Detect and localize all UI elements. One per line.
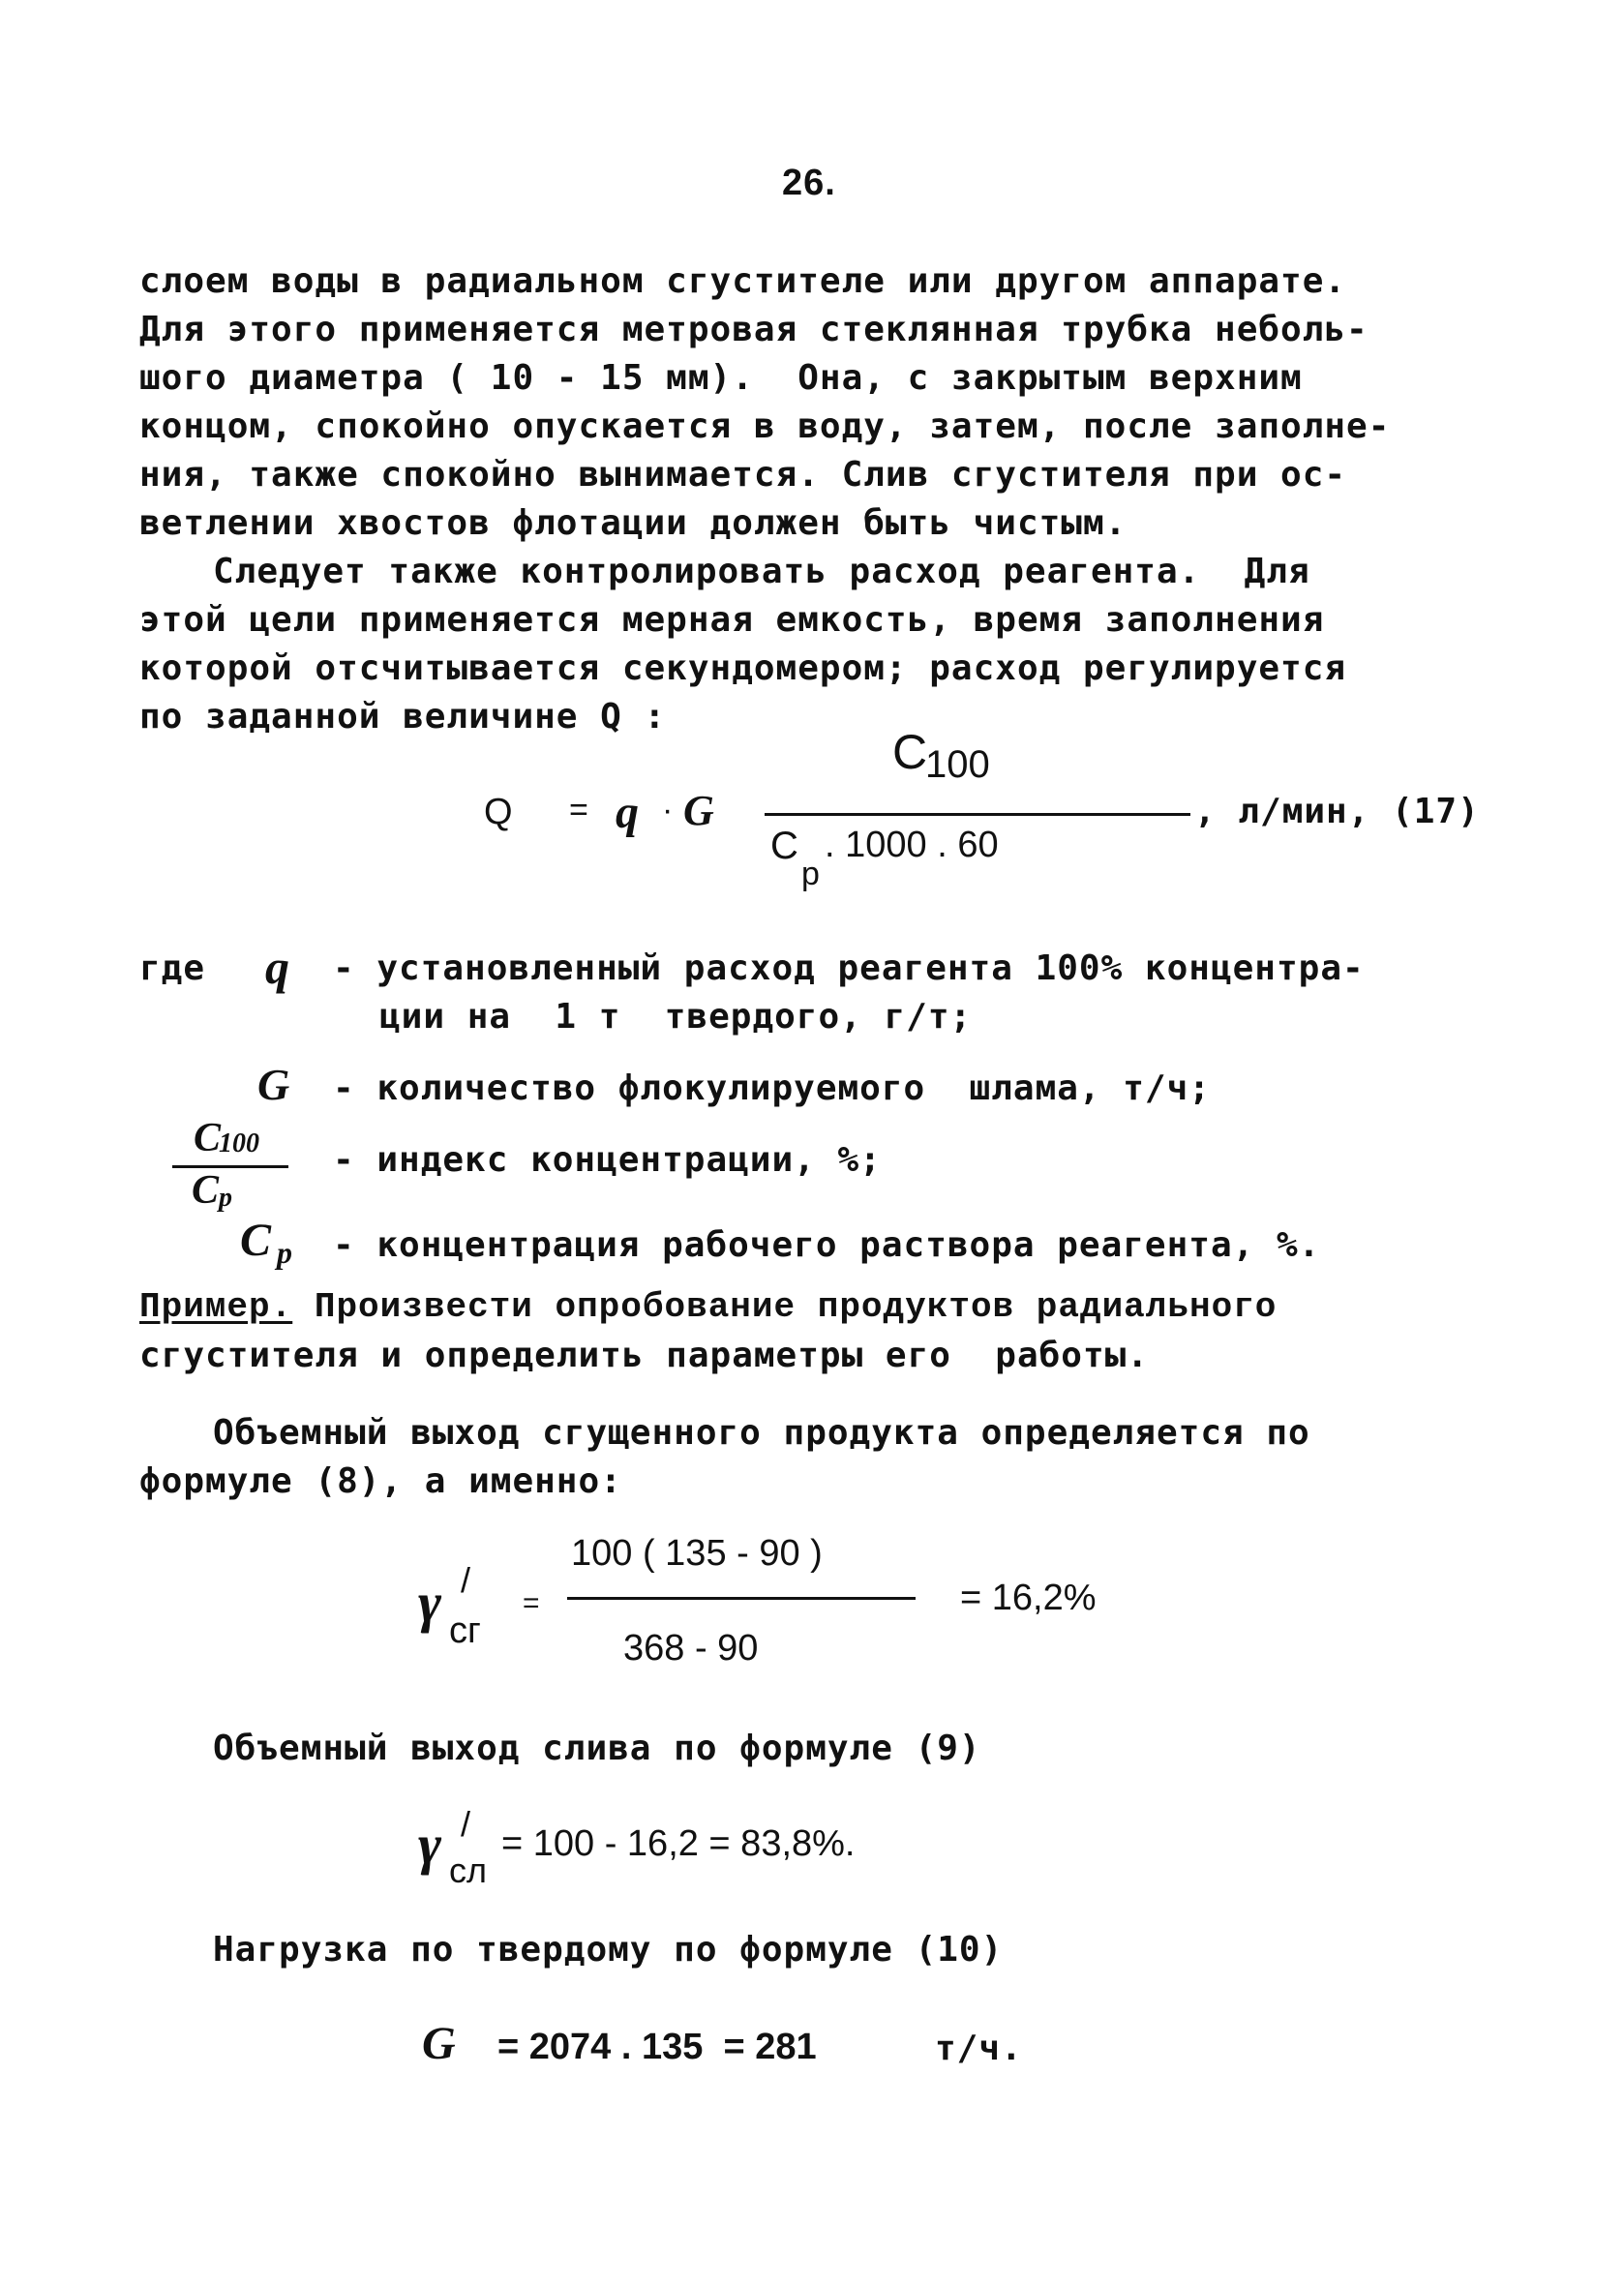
- paragraph-line: формуле (8), а именно:: [139, 1461, 622, 1501]
- formula-unit: , л/мин, (17): [1194, 792, 1480, 831]
- gamma-symbol: γ: [418, 1571, 442, 1634]
- q-definition: - установленный расход реагента 100% концентра-: [333, 948, 1365, 988]
- formula-result: = 16,2%: [960, 1578, 1097, 1618]
- paragraph-line: ния, также спокойно вынимается. Слив сгустителя при ос-: [139, 455, 1347, 495]
- formula-num-c: C: [892, 725, 928, 779]
- fraction-numerator: 100 ( 135 - 90 ): [571, 1533, 823, 1574]
- example-line-1: [139, 1287, 1277, 1327]
- paragraph-line: которой отсчитывается секундомером; расход регулируется: [139, 648, 1347, 688]
- formula-unit: т/ч.: [935, 2029, 1023, 2068]
- formula-dot: ·: [662, 792, 674, 828]
- formula-rest: = 2074 . 135 = 281: [497, 2027, 817, 2067]
- example-label: Пример.: [139, 1287, 293, 1327]
- fraction-bar: [567, 1597, 916, 1600]
- formula-lhs: Q: [484, 792, 513, 832]
- gamma-prime: /: [461, 1804, 471, 1844]
- fraction-bar: [765, 813, 1190, 816]
- index-fraction-bar: [172, 1165, 288, 1168]
- paragraph-line: Объемный выход сгущенного продукта определяется по: [213, 1413, 1310, 1453]
- paragraph-line: по заданной величине Q :: [139, 697, 667, 737]
- paragraph-line: Следует также контролировать расход реагента. Для: [213, 552, 1310, 591]
- paragraph-line: Нагрузка по твердому по формуле (10): [213, 1930, 1004, 1970]
- paragraph-line: Объемный выход слива по формуле (9): [213, 1729, 981, 1768]
- page-number: 26.: [782, 163, 836, 203]
- formula-den-c: C: [770, 825, 798, 867]
- frac-den-c: C: [192, 1168, 220, 1213]
- paragraph-line: этой цели применяется мерная емкость, время заполнения: [139, 600, 1325, 640]
- index-definition: - индекс концентрации, %;: [333, 1140, 882, 1180]
- formula-num-sub: 100: [925, 743, 990, 786]
- paragraph-line: шого диаметра ( 10 - 15 мм). Она, с закрытым верхним: [139, 358, 1303, 398]
- frac-num-c: C: [194, 1116, 222, 1160]
- paragraph-line: ветлении хвостов флотации должен быть чистым.: [139, 503, 1128, 543]
- gamma-symbol: γ: [418, 1813, 442, 1876]
- formula-G: G: [683, 787, 714, 834]
- G-symbol: G: [422, 2018, 456, 2069]
- example-text: Произвести опробование продуктов радиального: [292, 1287, 1278, 1327]
- G-symbol: G: [257, 1060, 290, 1109]
- gamma-prime: /: [461, 1560, 471, 1600]
- fraction-denominator: 368 - 90: [623, 1628, 759, 1669]
- formula-eq: =: [569, 792, 588, 828]
- paragraph-line: концом, спокойно опускается в воду, затем, после заполне-: [139, 406, 1391, 446]
- G-definition: - количество флокулируемого шлама, т/ч;: [333, 1068, 1211, 1108]
- formula-q: q: [616, 787, 639, 838]
- Cp-definition: - концентрация рабочего раствора реагента, %.: [333, 1225, 1321, 1265]
- Cp-symbol: C: [240, 1215, 272, 1266]
- q-symbol: q: [265, 940, 289, 994]
- formula-den-sub: p: [801, 856, 820, 892]
- gamma-sub: сг: [449, 1610, 481, 1651]
- formula-den-rest: . 1000 . 60: [825, 825, 999, 865]
- paragraph-line: слоем воды в радиальном сгустителе или другом аппарате.: [139, 261, 1347, 301]
- formula-rest: = 100 - 16,2 = 83,8%.: [501, 1823, 856, 1864]
- frac-num-sub: 100: [219, 1128, 259, 1158]
- frac-den-sub: p: [219, 1183, 232, 1213]
- gamma-sub: сл: [449, 1850, 488, 1890]
- q-definition-cont: ции на 1 т твердого, г/т;: [379, 997, 973, 1037]
- formula-eq: =: [523, 1587, 540, 1619]
- where-label: где: [139, 948, 206, 988]
- example-line-2: сгустителя и определить параметры его работы.: [139, 1336, 1149, 1375]
- Cp-sub: p: [277, 1235, 292, 1270]
- paragraph-line: Для этого применяется метровая стеклянная трубка неболь-: [139, 310, 1368, 349]
